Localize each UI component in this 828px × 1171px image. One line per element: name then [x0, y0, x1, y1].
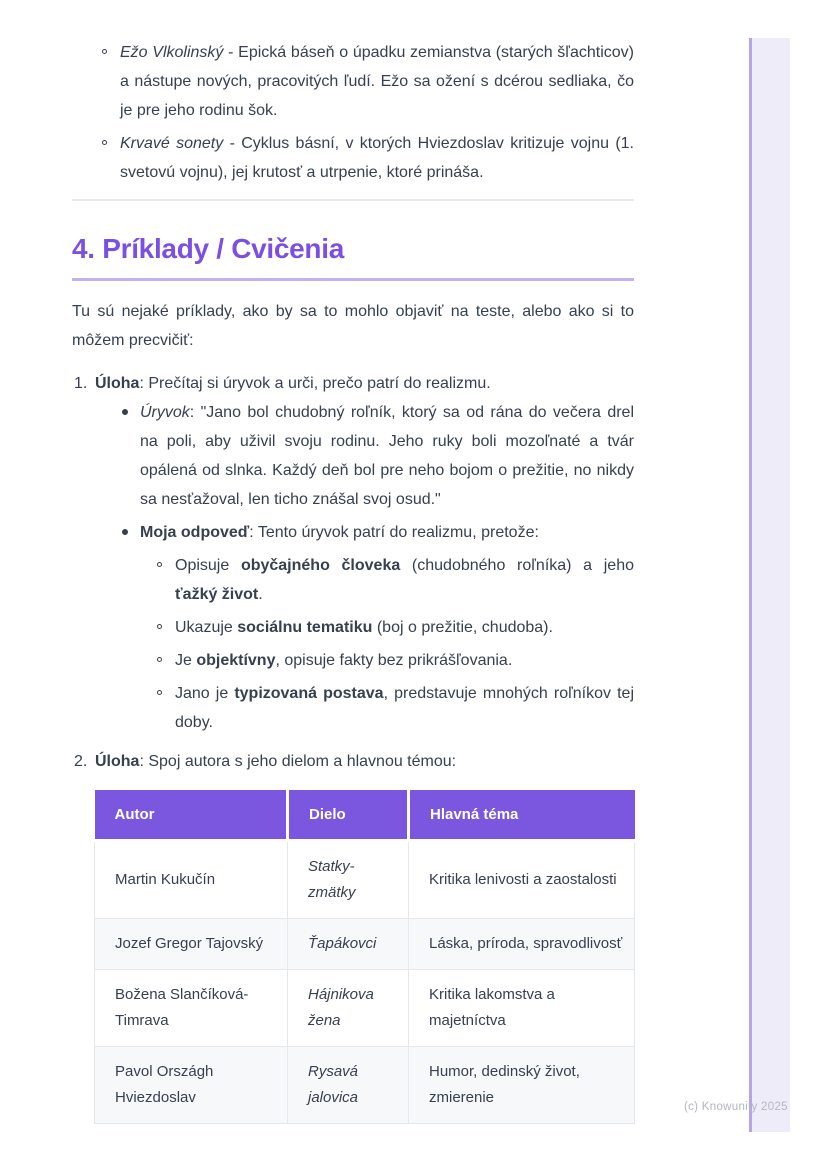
circle-bullet-icon — [157, 562, 162, 567]
task-1-list — [72, 398, 634, 547]
cell-tema: Láska, príroda, spravodlivosť — [409, 919, 635, 970]
works-list — [72, 38, 634, 187]
circle-bullet-icon — [102, 49, 107, 54]
table-row — [95, 841, 635, 919]
cell-dielo: Rysavá jalovica — [288, 1047, 409, 1124]
task-2 — [72, 747, 634, 776]
circle-bullet-icon — [157, 657, 162, 662]
answer-intro-text: Moja odpoveď: Tento úryvok patrí do realizmu, pretože: — [140, 524, 539, 541]
list-item-text: Jano je typizovaná postava, predstavuje mnohých roľníkov tej doby. — [175, 685, 634, 731]
column-header-tema: Hlavná téma — [409, 790, 635, 841]
heading-underline — [72, 278, 634, 281]
task-number: 1. — [74, 375, 88, 392]
task-number: 2. — [74, 753, 88, 770]
list-item-text: Ukazuje sociálnu tematiku (boj o prežitie, chudoba). — [175, 619, 553, 636]
task-label: Úloha: Spoj autora s jeho dielom a hlavnou témou: — [95, 753, 457, 770]
list-item-text: Opisuje obyčajného človeka (chudobného roľníka) a jeho ťažký život. — [175, 557, 635, 603]
cell-tema: Kritika lenivosti a zaostalosti — [409, 841, 635, 919]
list-item — [72, 38, 634, 125]
circle-bullet-icon — [157, 690, 162, 695]
circle-bullet-icon — [102, 140, 107, 145]
list-item — [72, 613, 634, 642]
list-item — [72, 551, 634, 609]
table-row — [95, 1047, 635, 1124]
cell-autor: Božena Slančíková-Timrava — [95, 970, 288, 1047]
watermark: (c) Knowunity 2025 — [684, 1101, 788, 1113]
task-1 — [72, 369, 634, 398]
section-divider — [72, 199, 634, 201]
cell-autor: Pavol Országh Hviezdoslav — [95, 1047, 288, 1124]
section-intro-paragraph: Tu sú nejaké príklady, ako by sa to mohlo objaviť na teste, alebo ako si to môžem precvičiť: — [72, 303, 634, 349]
right-margin-highlight-bar — [749, 38, 790, 1132]
answer-reasons-list — [72, 551, 634, 737]
table-row — [95, 919, 635, 970]
authors-table — [94, 790, 635, 1124]
table-row — [95, 970, 635, 1047]
list-item-text: Ežo Vlkolinský - Epická báseň o úpadku zemianstva (starých šľachticov) a nástupe nových, pracovitých ľudí. Ežo sa ožení s dcérou sedliaka, čo je pre jeho rodinu šok. — [120, 44, 634, 119]
list-item — [72, 518, 634, 547]
document-content — [72, 38, 634, 1124]
excerpt-text: Úryvok: "Jano bol chudobný roľník, ktorý sa od rána do večera drel na poli, aby uživil svoju rodinu. Jeho ruky boli mozoľnaté a tvár opálená od slnka. Každý deň bol pre neho bojom o prežitie, no nikdy sa nesťažoval, len ticho znášal svoj osud." — [140, 404, 634, 508]
list-item — [72, 129, 634, 187]
disc-bullet-icon — [122, 409, 128, 415]
list-item — [72, 646, 634, 675]
list-item — [72, 679, 634, 737]
circle-bullet-icon — [157, 624, 162, 629]
column-header-autor: Autor — [95, 790, 288, 841]
list-item-text: Je objektívny, opisuje fakty bez prikrášľovania. — [175, 652, 513, 669]
disc-bullet-icon — [122, 529, 128, 535]
cell-autor: Jozef Gregor Tajovský — [95, 919, 288, 970]
cell-tema: Humor, dedinský život, zmierenie — [409, 1047, 635, 1124]
list-item — [72, 398, 634, 514]
column-header-dielo: Dielo — [288, 790, 409, 841]
cell-dielo: Statky-zmätky — [288, 841, 409, 919]
cell-tema: Kritika lakomstva a majetníctva — [409, 970, 635, 1047]
task-label: Úloha: Prečítaj si úryvok a urči, prečo patrí do realizmu. — [95, 375, 491, 392]
list-item-text: Krvavé sonety - Cyklus básní, v ktorých Hviezdoslav kritizuje vojnu (1. svetovú vojnu), jej krutosť a utrpenie, ktoré prináša. — [120, 135, 634, 181]
cell-dielo: Ťapákovci — [288, 919, 409, 970]
table-header-row — [95, 790, 635, 841]
cell-autor: Martin Kukučín — [95, 841, 288, 919]
cell-dielo: Hájnikova žena — [288, 970, 409, 1047]
section-heading: 4. Príklady / Cvičenia — [72, 233, 344, 264]
